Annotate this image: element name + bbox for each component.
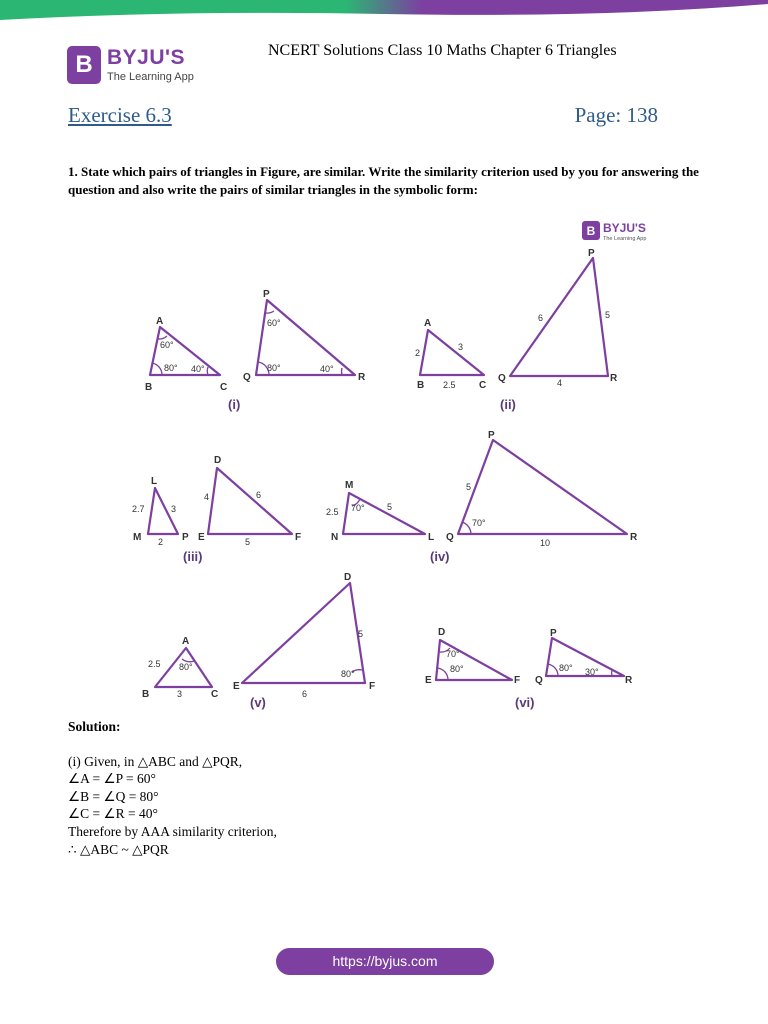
fig2-vertex-b: B: [417, 380, 425, 391]
logo-badge: B: [67, 46, 101, 84]
solution-block: [68, 718, 708, 858]
fig5-angle-a: 80°: [179, 662, 193, 672]
fig5-vertex-d: D: [344, 572, 352, 583]
fig1-angle-c: 40°: [191, 364, 205, 374]
triangle-def-iii: [208, 468, 292, 534]
fig1-angle-b: 80°: [164, 363, 178, 373]
fig6-vertex-q: Q: [535, 675, 543, 686]
fig3-vertex-l: L: [151, 476, 158, 487]
fig3-vertex-f: F: [295, 532, 302, 543]
fig4-side-mn: 2.5: [326, 507, 339, 517]
triangle-abc-ii: [420, 330, 484, 375]
fig2-side-pq: 6: [538, 313, 544, 323]
fig1-vertex-q: Q: [243, 372, 251, 383]
fig4-vertex-l: L: [428, 532, 435, 543]
fig1-angle-a: 60°: [160, 340, 174, 350]
triangles-figure: [120, 215, 660, 715]
question-text: 1. State which pairs of triangles in Figure, are similar. Write the similarity criterion used by you for answering the question and also write the pairs of similar triangles in the symbolic form:: [68, 164, 699, 197]
fig-label-iv: (iv): [430, 549, 450, 564]
fig1-vertex-r: R: [358, 372, 366, 383]
fig3-vertex-m: M: [133, 532, 142, 543]
solution-line: (i) Given, in △ABC and △PQR,: [68, 753, 243, 769]
triangle-pqr-ii: [510, 258, 611, 376]
logo-tagline: The Learning App: [107, 71, 194, 83]
fig1-vertex-a: A: [156, 316, 164, 327]
fig2-side-ab: 2: [415, 348, 421, 358]
document-header-title: NCERT Solutions Class 10 Maths Chapter 6 Triangles: [268, 42, 617, 59]
byjus-logo: [67, 46, 207, 90]
fig4-vertex-m: M: [345, 480, 354, 491]
fig6-angle-e: 80°: [450, 664, 464, 674]
solution-line: ∠B = ∠Q = 80°: [68, 788, 159, 804]
fig4-angle-q: 70°: [472, 518, 486, 528]
fig3-side-de: 4: [204, 492, 210, 502]
fig3-side-lm: 2.7: [132, 504, 145, 514]
fig2-side-qr: 4: [557, 378, 563, 388]
fig6-vertex-e: E: [425, 675, 432, 686]
fig4-angle-m: 70°: [351, 503, 365, 513]
fig2-side-bc: 2.5: [443, 380, 456, 390]
fig5-vertex-e: E: [233, 681, 240, 692]
fig2-side-ac: 3: [458, 342, 464, 352]
fig2-vertex-q: Q: [498, 373, 506, 384]
fig5-side-bc: 3: [177, 689, 183, 699]
fig1-angle-p: 60°: [267, 318, 281, 328]
top-gradient-bar: [0, 0, 768, 22]
footer-url-link[interactable]: https://byjus.com: [276, 948, 494, 975]
fig5-side-ef: 6: [302, 689, 308, 699]
fig-label-vi: (vi): [515, 695, 535, 710]
fig5-vertex-f: F: [369, 681, 376, 692]
fig3-vertex-d: D: [214, 455, 222, 466]
fig-label-ii: (ii): [500, 397, 516, 412]
fig1-angle-r: 40°: [320, 364, 334, 374]
fig5-side-df: 5: [358, 629, 364, 639]
fig6-vertex-r: R: [625, 675, 633, 686]
fig4-side-qr: 10: [540, 538, 551, 548]
solution-line: ∴ △ABC ~ △PQR: [68, 841, 169, 857]
fig3-vertex-p: P: [182, 532, 189, 543]
fig6-angle-q: 80°: [559, 663, 573, 673]
solution-line: ∠A = ∠P = 60°: [68, 771, 156, 787]
triangle-mnl-iv: [343, 493, 425, 534]
fig6-vertex-p: P: [550, 628, 557, 639]
fig4-vertex-q: Q: [446, 532, 454, 543]
figure-logo-name: BYJU'S: [603, 221, 646, 235]
fig6-angle-r: 30°: [585, 667, 599, 677]
page-number: Page: 138: [574, 103, 658, 127]
fig4-vertex-n: N: [331, 532, 339, 543]
solution-heading: Solution:: [68, 719, 121, 734]
fig5-side-ab: 2.5: [148, 659, 161, 669]
fig2-vertex-a: A: [424, 318, 432, 329]
fig2-vertex-p: P: [588, 248, 595, 259]
fig4-side-pq: 5: [466, 482, 472, 492]
triangle-def-v: [242, 583, 365, 683]
fig-label-iii: (iii): [183, 549, 203, 564]
fig1-vertex-c: C: [220, 382, 228, 393]
fig1-vertex-b: B: [145, 382, 153, 393]
fig5-vertex-a: A: [182, 636, 190, 647]
fig2-vertex-r: R: [610, 373, 618, 384]
solution-line: ∠C = ∠R = 40°: [68, 806, 158, 822]
fig5-vertex-b: B: [142, 689, 150, 700]
svg-text:B: B: [586, 224, 596, 238]
fig2-vertex-c: C: [479, 380, 487, 391]
solution-line: Therefore by AAA similarity criterion,: [68, 823, 277, 839]
logo-brand-name: BYJU'S: [107, 46, 186, 69]
fig3-side-df: 6: [256, 490, 262, 500]
fig4-vertex-p: P: [488, 430, 495, 441]
fig5-vertex-c: C: [211, 689, 219, 700]
exercise-label: Exercise 6.3: [68, 103, 172, 127]
fig3-side-mp: 2: [158, 537, 164, 547]
fig5-angle-f: 80°: [341, 669, 355, 679]
fig6-angle-d: 70°: [446, 649, 460, 659]
fig1-vertex-p: P: [263, 289, 270, 300]
fig4-vertex-r: R: [630, 532, 638, 543]
fig3-side-lp: 3: [171, 504, 177, 514]
fig3-side-ef: 5: [245, 537, 251, 547]
fig6-vertex-f: F: [514, 675, 521, 686]
fig1-angle-q: 80°: [267, 363, 281, 373]
figure-byjus-logo: [582, 221, 646, 242]
fig3-vertex-e: E: [198, 532, 205, 543]
fig6-vertex-d: D: [438, 627, 446, 638]
fig-label-i: (i): [228, 397, 241, 412]
triangle-def-vi: [436, 640, 512, 680]
figure-logo-tagline: The Learning App: [603, 236, 647, 242]
fig4-side-ml: 5: [387, 502, 393, 512]
fig2-side-pr: 5: [605, 310, 611, 320]
fig-label-v: (v): [250, 695, 266, 710]
